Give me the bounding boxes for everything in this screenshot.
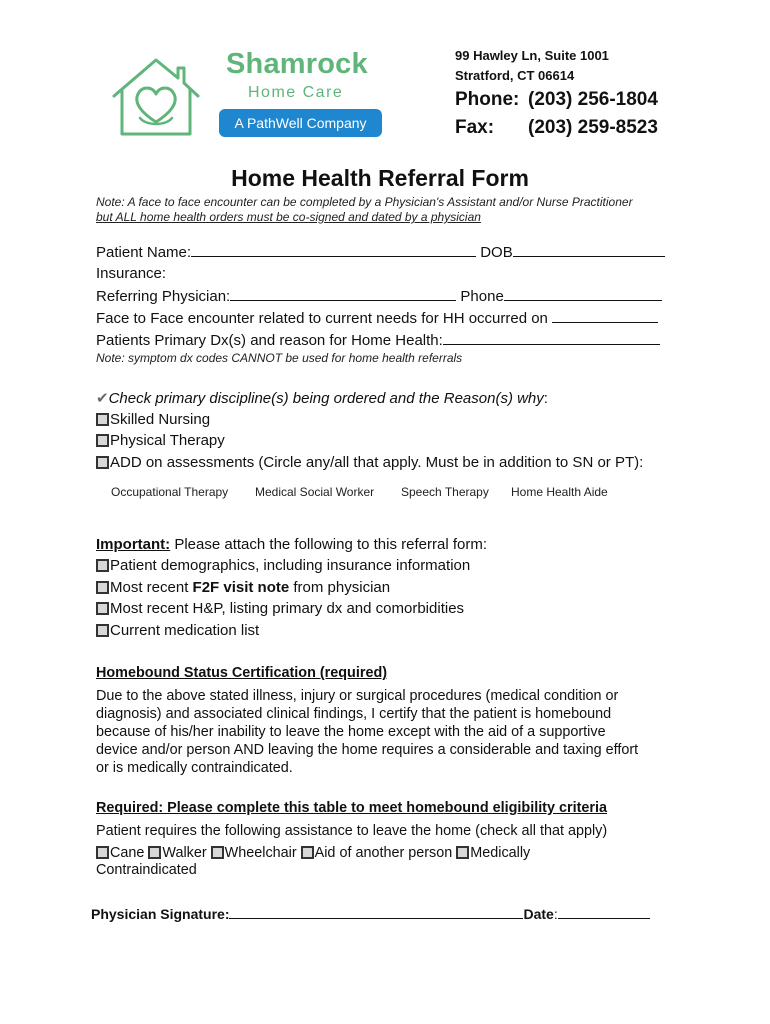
dob-field[interactable] xyxy=(513,243,665,257)
address-line-2: Stratford, CT 06614 xyxy=(455,68,575,83)
checkmark-icon: ✔ xyxy=(96,390,109,407)
discipline-heading-text: Check primary discipline(s) being ordered and the Reason(s) why xyxy=(108,390,544,407)
address-line-1: 99 Hawley Ln, Suite 1001 xyxy=(455,48,609,63)
f2f-note-line-2: but ALL home health orders must be co-signed and dated by a physician xyxy=(96,210,481,224)
cane-label: Cane xyxy=(110,845,145,861)
physician-signature-label: Physician Signature: xyxy=(91,906,230,922)
option-medical-social-worker[interactable]: Medical Social Worker xyxy=(255,485,375,499)
insurance-label: Insurance: xyxy=(96,265,167,282)
physical-therapy-label: Physical Therapy xyxy=(110,432,225,449)
attachment-demographics xyxy=(96,557,470,574)
physician-signature-field[interactable] xyxy=(229,905,523,919)
discipline-heading: ✔Check primary discipline(s) being ordered and the Reason(s) why: xyxy=(96,390,548,407)
medically-contraindicated-checkbox[interactable] xyxy=(456,846,469,859)
form-title: Home Health Referral Form xyxy=(231,165,529,191)
add-assessments-checkbox[interactable] xyxy=(96,456,109,469)
option-occupational-therapy[interactable]: Occupational Therapy xyxy=(111,485,229,499)
skilled-nursing-checkbox[interactable] xyxy=(96,413,109,426)
skilled-nursing-label: Skilled Nursing xyxy=(110,411,211,428)
medication-list-checkbox[interactable] xyxy=(96,624,109,637)
add-assessments-option xyxy=(96,454,643,471)
referring-physician-field[interactable] xyxy=(230,287,456,301)
referring-physician-row xyxy=(96,287,662,305)
attachment-medication-list xyxy=(96,622,259,639)
f2f-date-row xyxy=(96,309,658,327)
assistance-options-row xyxy=(96,845,530,861)
eligibility-intro: Patient requires the following assistance to leave the home (check all that apply) xyxy=(96,823,608,839)
physician-phone-field[interactable] xyxy=(504,287,662,301)
skilled-nursing-option xyxy=(96,411,210,428)
physical-therapy-option xyxy=(96,432,225,449)
phone-label: Phone: xyxy=(455,89,520,110)
patient-name-label: Patient Name: xyxy=(96,244,192,261)
symptom-codes-note: Note: symptom dx codes CANNOT be used for home health referrals xyxy=(96,351,463,365)
physician-phone-label: Phone xyxy=(460,288,504,305)
primary-dx-label: Patients Primary Dx(s) and reason for Home Health: xyxy=(96,332,443,349)
primary-dx-row xyxy=(96,331,660,349)
date-field[interactable] xyxy=(558,905,650,919)
hp-checkbox[interactable] xyxy=(96,602,109,615)
wheelchair-label: Wheelchair xyxy=(224,845,297,861)
option-home-health-aide[interactable]: Home Health Aide xyxy=(511,485,608,499)
demographics-label: Patient demographics, including insurance information xyxy=(110,557,471,574)
walker-label: Walker xyxy=(162,845,207,861)
brand-subtitle: Home Care xyxy=(248,84,344,101)
contraindicated-label: Contraindicated xyxy=(96,862,197,878)
cane-checkbox[interactable] xyxy=(96,846,109,859)
insurance-row xyxy=(96,265,166,282)
patient-name-field[interactable] xyxy=(191,243,476,257)
brand-name: Shamrock xyxy=(226,48,368,80)
option-speech-therapy[interactable]: Speech Therapy xyxy=(401,485,489,499)
medically-label: Medically xyxy=(470,845,531,861)
hp-label: Most recent H&P, listing primary dx and comorbidities xyxy=(110,600,465,617)
f2f-note-checkbox[interactable] xyxy=(96,581,109,594)
add-assessments-label: ADD on assessments (Circle any/all that apply. Must be in addition to SN or PT): xyxy=(110,454,644,471)
important-heading xyxy=(96,536,487,553)
primary-dx-field[interactable] xyxy=(443,331,660,345)
attachment-f2f-note: Most recent F2F visit note from physician xyxy=(96,579,390,596)
fax-row xyxy=(455,117,658,139)
attachment-hp xyxy=(96,600,464,617)
f2f-visit-note-bold: F2F visit note xyxy=(192,579,290,596)
aid-checkbox[interactable] xyxy=(301,846,314,859)
wheelchair-checkbox[interactable] xyxy=(211,846,224,859)
phone-number: (203) 256-1804 xyxy=(528,89,658,110)
f2f-date-field[interactable] xyxy=(552,309,658,323)
demographics-checkbox[interactable] xyxy=(96,559,109,572)
fax-number: (203) 259-8523 xyxy=(528,117,658,138)
patient-row xyxy=(96,243,665,261)
f2f-note-line-1: Note: A face to face encounter can be completed by a Physician's Assistant and/or Nurse Practitioner xyxy=(96,195,633,209)
dob-label: DOB xyxy=(480,244,513,261)
aid-label: Aid of another person xyxy=(314,845,453,861)
physical-therapy-checkbox[interactable] xyxy=(96,434,109,447)
medication-list-label: Current medication list xyxy=(110,622,260,639)
eligibility-heading: Required: Please complete this table to meet homebound eligibility criteria xyxy=(96,800,607,816)
homebound-certification-text: Due to the above stated illness, injury or surgical procedures (medical condition or diagnosis) and associated clinical findings, I certify that the patient is homebound because of his/her inability to leave the home except with the aid of a supportive device and/or person AND leaving the home requires a considerable and taxing effort or is medically contraindicated. xyxy=(96,688,639,776)
walker-checkbox[interactable] xyxy=(148,846,161,859)
brand-badge: A PathWell Company xyxy=(219,109,382,137)
signature-row: Physician Signature: Date: xyxy=(91,905,650,922)
phone-row xyxy=(455,89,658,111)
logo-house-heart-icon xyxy=(110,56,202,140)
homebound-heading: Homebound Status Certification (required) xyxy=(96,665,388,681)
date-label: Date xyxy=(523,906,554,922)
referring-physician-label: Referring Physician: xyxy=(96,288,231,305)
f2f-date-label: Face to Face encounter related to current needs for HH occurred on xyxy=(96,310,548,327)
important-intro: Please attach the following to this referral form: xyxy=(170,536,487,553)
important-label: Important: xyxy=(96,536,171,553)
fax-label: Fax: xyxy=(455,117,495,138)
